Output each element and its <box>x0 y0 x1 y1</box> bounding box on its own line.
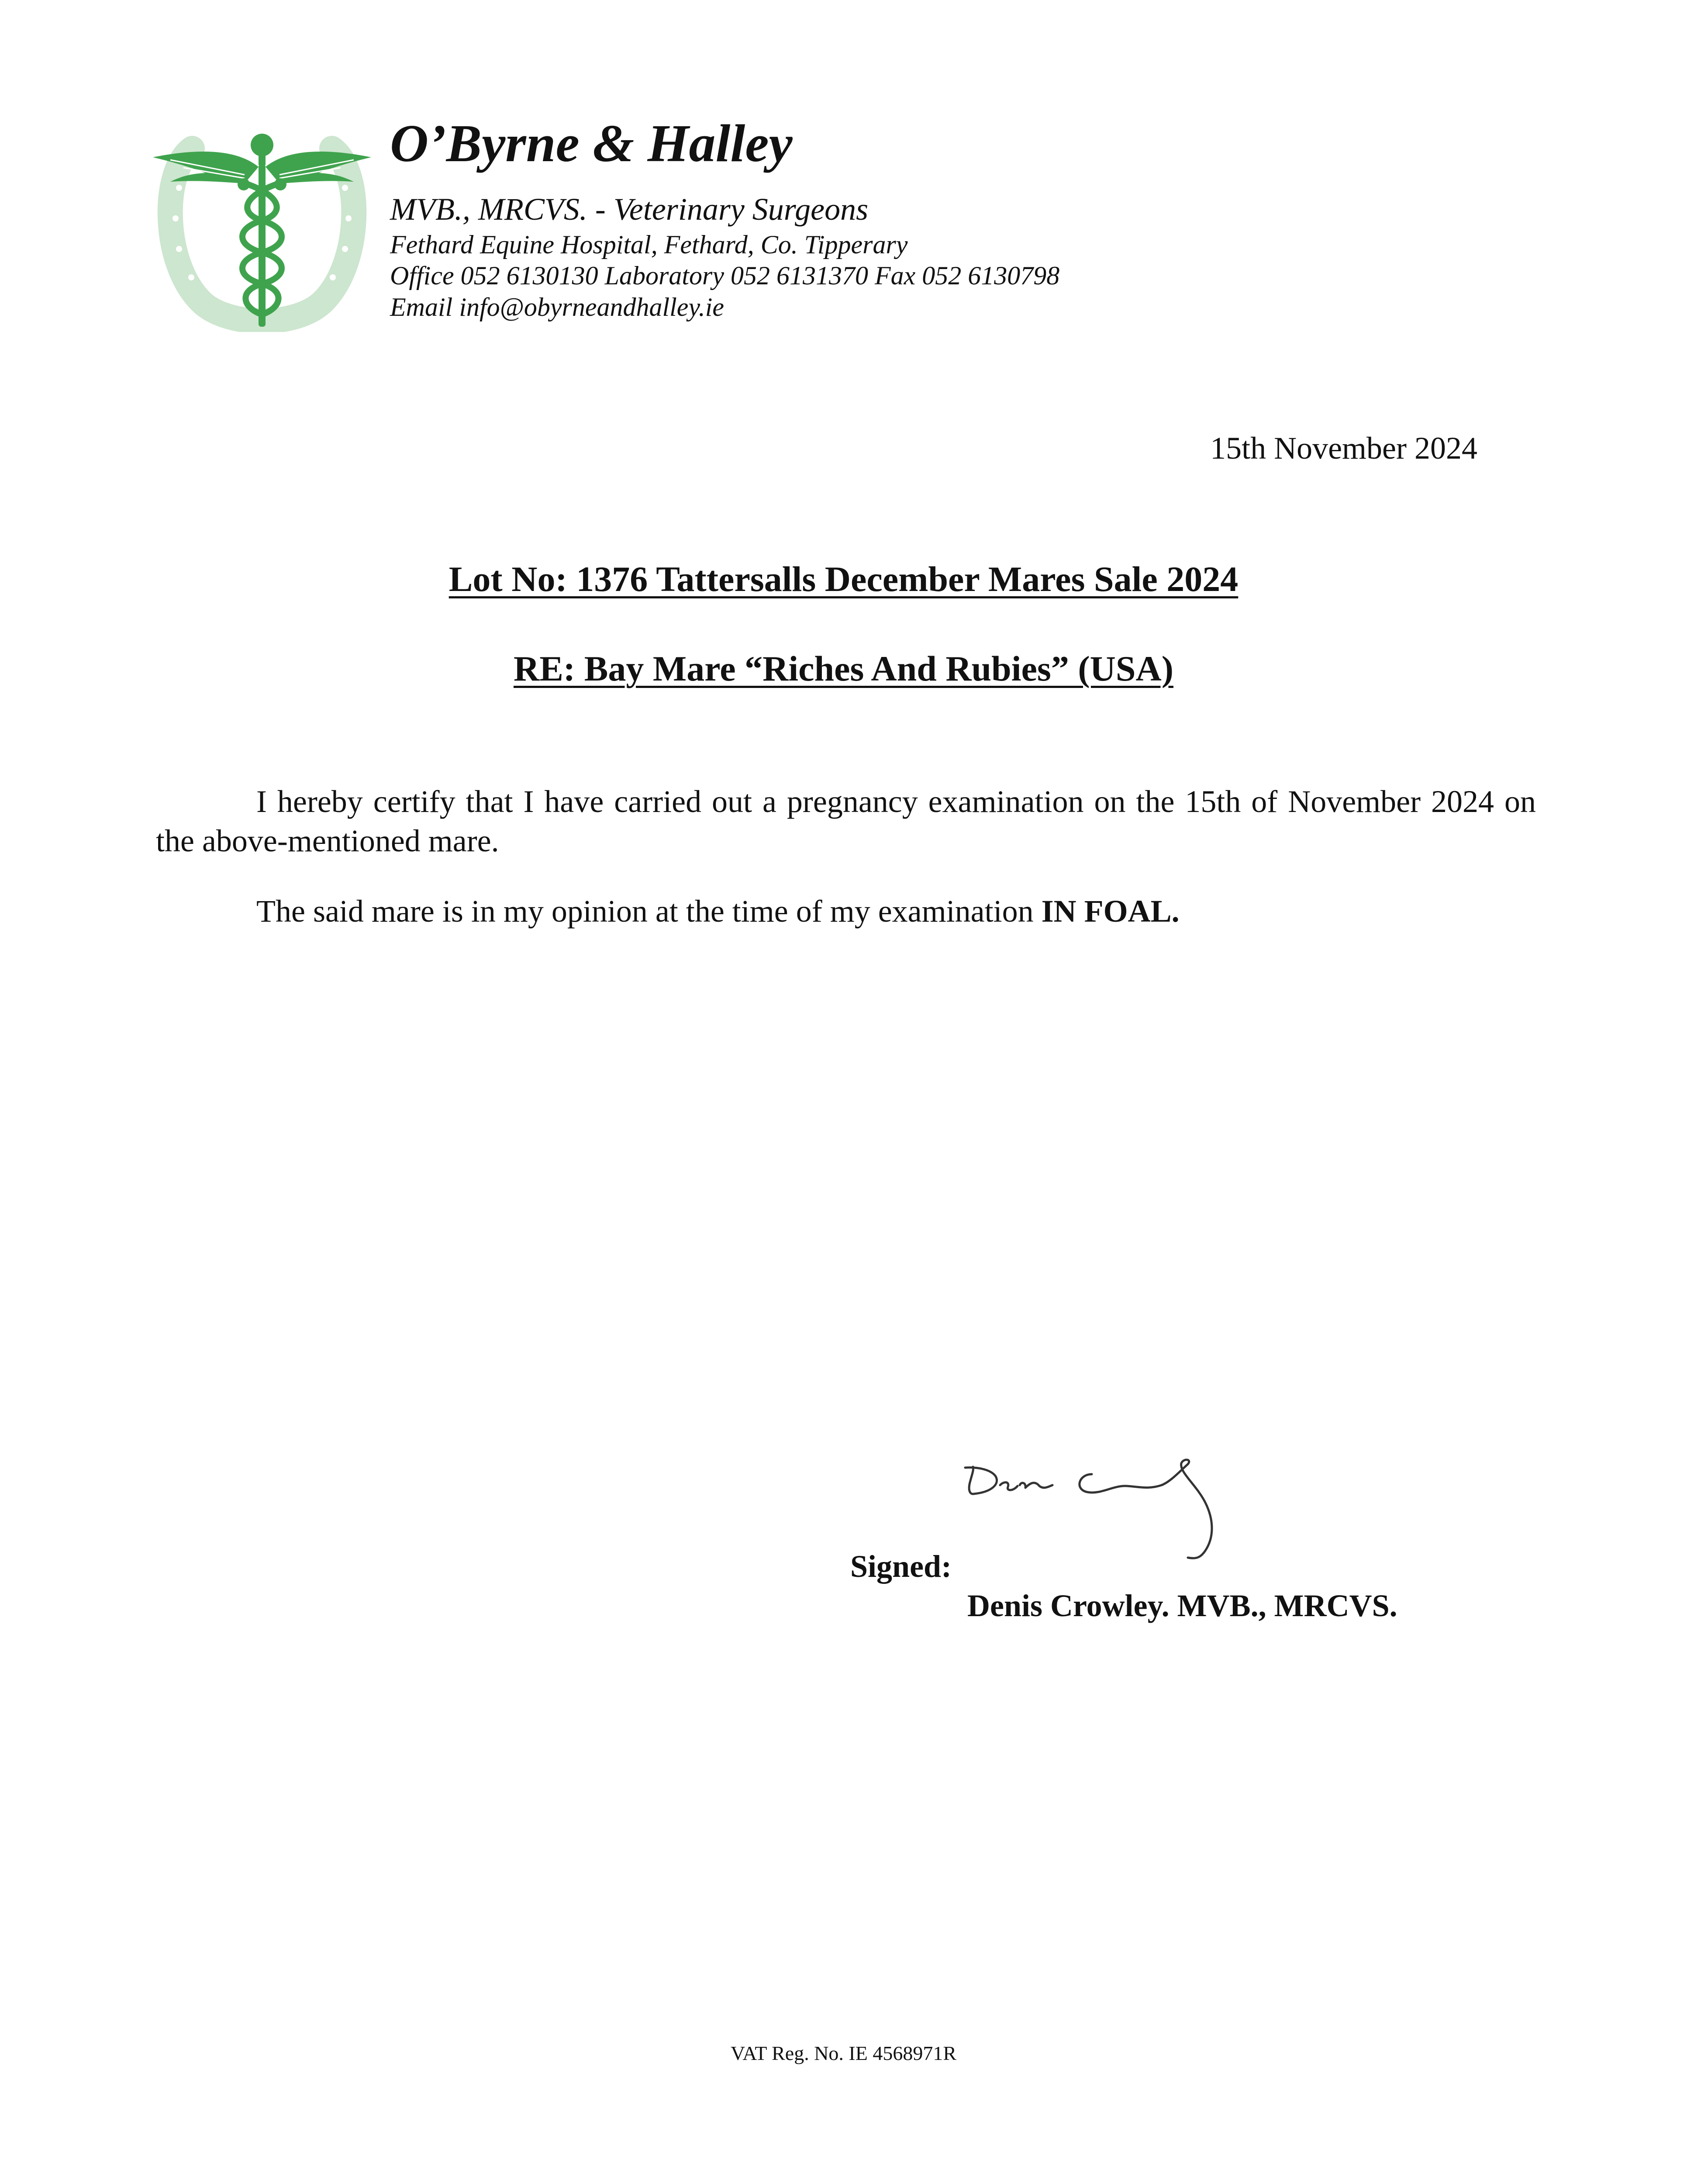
caduceus-horseshoe-logo-icon <box>144 131 380 332</box>
firm-phone-numbers: Office 052 6130130 Laboratory 052 6131370 Fax 052 6130798 <box>390 261 1060 290</box>
firm-email: Email info@obyrneandhalley.ie <box>390 293 724 321</box>
handwritten-signature-icon <box>961 1455 1249 1577</box>
firm-qualifications: MVB., MRCVS. - Veterinary Surgeons <box>390 192 869 227</box>
re-heading: RE: Bay Mare “Riches And Rubies” (USA) <box>514 649 1173 688</box>
opinion-text: The said mare is in my opinion at the time of my examination <box>256 894 1042 929</box>
signatory-name: Denis Crowley. MVB., MRCVS. <box>967 1588 1397 1623</box>
firm-address: Fethard Equine Hospital, Fethard, Co. Tipperary <box>390 230 908 259</box>
firm-name: O’Byrne & Halley <box>390 114 793 173</box>
vat-registration: VAT Reg. No. IE 4568971R <box>730 2042 957 2064</box>
opinion-paragraph <box>256 895 1180 927</box>
lot-heading: Lot No: 1376 Tattersalls December Mares Sale 2024 <box>448 559 1239 599</box>
certification-paragraph: I hereby certify that I have carried out a pregnancy examination on the 15th of November 2024 on the above-mentioned mare. <box>156 784 1536 858</box>
opinion-result: IN FOAL. <box>1041 894 1180 929</box>
signed-label: Signed: <box>850 1549 952 1584</box>
letter-date: 15th November 2024 <box>1210 431 1477 466</box>
